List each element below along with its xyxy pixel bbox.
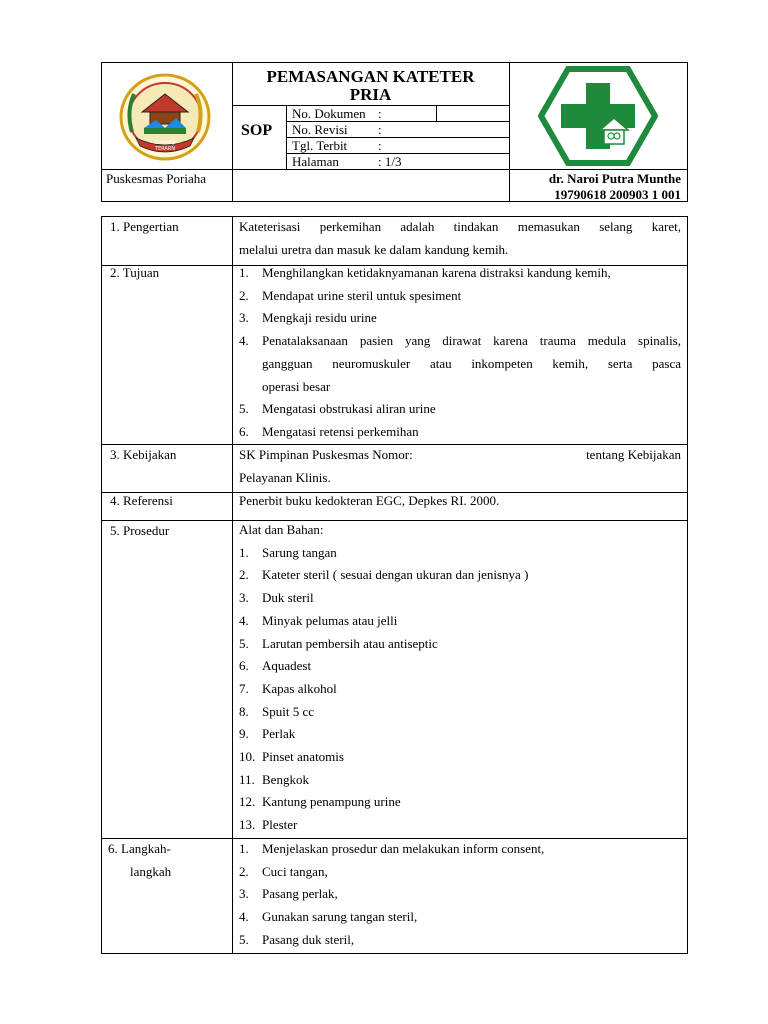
item-number: 4. (239, 612, 249, 628)
list-item (239, 701, 681, 724)
sop-label: SOP (241, 122, 273, 139)
item-number: 6. (239, 658, 249, 674)
list-item (239, 769, 681, 792)
content-kebijakan (239, 444, 681, 489)
list-item (239, 610, 681, 633)
pengertian-line-2: melalui uretra dan masuk ke dalam kandung kemih. (239, 241, 509, 257)
item-number: 1. (239, 841, 249, 856)
item-text: Plester (262, 817, 298, 833)
list-item-continuation (239, 353, 681, 376)
list-item-continuation (239, 376, 681, 399)
item-number: 12. (239, 794, 256, 810)
list-item (239, 678, 681, 701)
list-item (239, 883, 681, 906)
item-text: Minyak pelumas atau jelli (262, 612, 398, 628)
meta-tgl-terbit (292, 138, 382, 154)
title-line-1: PEMASANGAN KATETER (266, 67, 475, 86)
item-text: Pinset anatomis (262, 749, 344, 765)
regional-seal-logo (118, 72, 212, 162)
list-item (239, 746, 681, 769)
list-item (239, 929, 681, 952)
meta-halaman (292, 154, 401, 170)
item-text: Kantung penampung urine (262, 794, 401, 810)
label-kebijakan: 3. Kebijakan (110, 447, 177, 462)
item-number: 3. (239, 310, 249, 326)
label-tujuan: 2. Tujuan (110, 265, 160, 280)
langkah-label-line-2: langkah (130, 863, 172, 879)
item-number: 4. (239, 333, 249, 349)
item-text: Spuit 5 cc (262, 703, 314, 719)
list-item (239, 307, 681, 330)
content-tujuan (239, 262, 681, 444)
meta-label: No. Dokumen (292, 106, 366, 121)
item-number: 9. (239, 726, 249, 742)
item-number: 3. (239, 590, 249, 606)
kebijakan-line-2: Pelayanan Klinis. (239, 469, 331, 485)
item-text: Bengkok (262, 771, 309, 787)
langkah-label-line-1: 6. Langkah- (108, 841, 171, 856)
item-number: 5. (239, 931, 249, 947)
item-number: 10. (239, 749, 256, 765)
list-item (239, 398, 681, 421)
list-item (239, 723, 681, 746)
item-text: Perlak (262, 726, 296, 742)
item-text: gangguan neuromuskuler atau inkompeten kemih, serta pasca (262, 355, 681, 371)
list-item (239, 330, 681, 353)
item-text: Kateter steril ( sesuai dengan ukuran dan jenisnya ) (262, 567, 529, 583)
item-text: Mengkaji residu urine (262, 310, 377, 326)
item-number: 4. (239, 909, 249, 925)
content-langkah (239, 838, 681, 952)
list-item (239, 587, 681, 610)
item-text: Sarung tangan (262, 544, 337, 560)
institution-name: Puskesmas Poriaha (106, 171, 207, 186)
item-text: Mengatasi obstrukasi aliran urine (262, 401, 436, 417)
list-item (239, 814, 681, 837)
item-number: 2. (239, 567, 249, 583)
item-text: Larutan pembersih atau antiseptic (262, 635, 438, 651)
list-item (239, 262, 681, 285)
content-pengertian (239, 216, 681, 261)
item-number: 7. (239, 680, 249, 696)
puskesmas-logo (538, 66, 658, 166)
meta-value: : 1/3 (378, 154, 402, 169)
meta-no-revisi (292, 122, 382, 138)
meta-label: No. Revisi (292, 122, 348, 137)
meta-value: : (378, 106, 382, 121)
signer-block (510, 171, 681, 203)
item-text: Duk steril (262, 590, 314, 606)
list-item (239, 791, 681, 814)
item-text: Mengatasi retensi perkemihan (262, 423, 419, 439)
label-prosedur: 5. Prosedur (110, 523, 170, 538)
item-text: Menghilangkan ketidaknyamanan karena distraksi kandung kemih, (262, 265, 611, 280)
prosedur-heading: Alat dan Bahan: (239, 522, 324, 537)
item-text: Pasang perlak, (262, 886, 338, 902)
item-number: 2. (239, 287, 249, 303)
item-text: Aquadest (262, 658, 312, 674)
kebijakan-text-a: SK Pimpinan Puskesmas Nomor: (239, 447, 413, 462)
label-langkah (108, 838, 171, 883)
list-item (239, 564, 681, 587)
meta-value: : (378, 122, 382, 137)
list-item (239, 838, 681, 861)
meta-label: Tgl. Terbit (292, 138, 348, 153)
item-number: 8. (239, 703, 249, 719)
item-number: 3. (239, 886, 249, 902)
meta-no-dokumen (292, 106, 382, 122)
meta-value: : (378, 138, 382, 153)
item-text: Gunakan sarung tangan steril, (262, 909, 418, 925)
item-text: operasi besar (262, 378, 331, 394)
kebijakan-text-b: tentang Kebijakan (586, 447, 681, 462)
meta-label: Halaman (292, 154, 339, 169)
list-item (239, 542, 681, 565)
document-title (232, 68, 509, 104)
item-number: 2. (239, 863, 249, 879)
item-text: Mendapat urine steril untuk spesiment (262, 287, 462, 303)
item-number: 13. (239, 817, 256, 833)
item-text: Penatalaksanaan pasien yang dirawat karena trauma medula spinalis, (262, 333, 681, 349)
item-text: Kapas alkohol (262, 680, 337, 696)
list-item (239, 285, 681, 308)
item-number: 5. (239, 635, 249, 651)
signer-nip: 19790618 200903 1 001 (554, 187, 681, 202)
item-number: 6. (239, 423, 249, 439)
list-item (239, 421, 681, 444)
item-text: Menjelaskan prosedur dan melakukan inform consent, (262, 841, 545, 856)
item-number: 5. (239, 401, 249, 417)
label-referensi: 4. Referensi (110, 493, 173, 508)
list-item (239, 655, 681, 678)
item-text: Pasang duk steril, (262, 931, 355, 947)
label-pengertian: 1. Pengertian (110, 219, 179, 234)
pengertian-line-1: Kateterisasi perkemihan adalah tindakan memasukan selang karet, (239, 219, 681, 234)
list-item (239, 906, 681, 929)
list-item (239, 633, 681, 656)
item-number: 1. (239, 544, 249, 560)
content-prosedur (239, 519, 681, 837)
title-line-2: PRIA (349, 85, 392, 104)
item-text: Cuci tangan, (262, 863, 328, 879)
signer-name: dr. Naroi Putra Munthe (548, 171, 681, 186)
item-number: 11. (239, 771, 255, 787)
list-item (239, 861, 681, 884)
item-number: 1. (239, 265, 249, 280)
content-referensi: Penerbit buku kedokteran EGC, Depkes RI. 2000. (239, 493, 500, 508)
seal-ribbon-text: SUMANJI TERARN (154, 140, 176, 152)
